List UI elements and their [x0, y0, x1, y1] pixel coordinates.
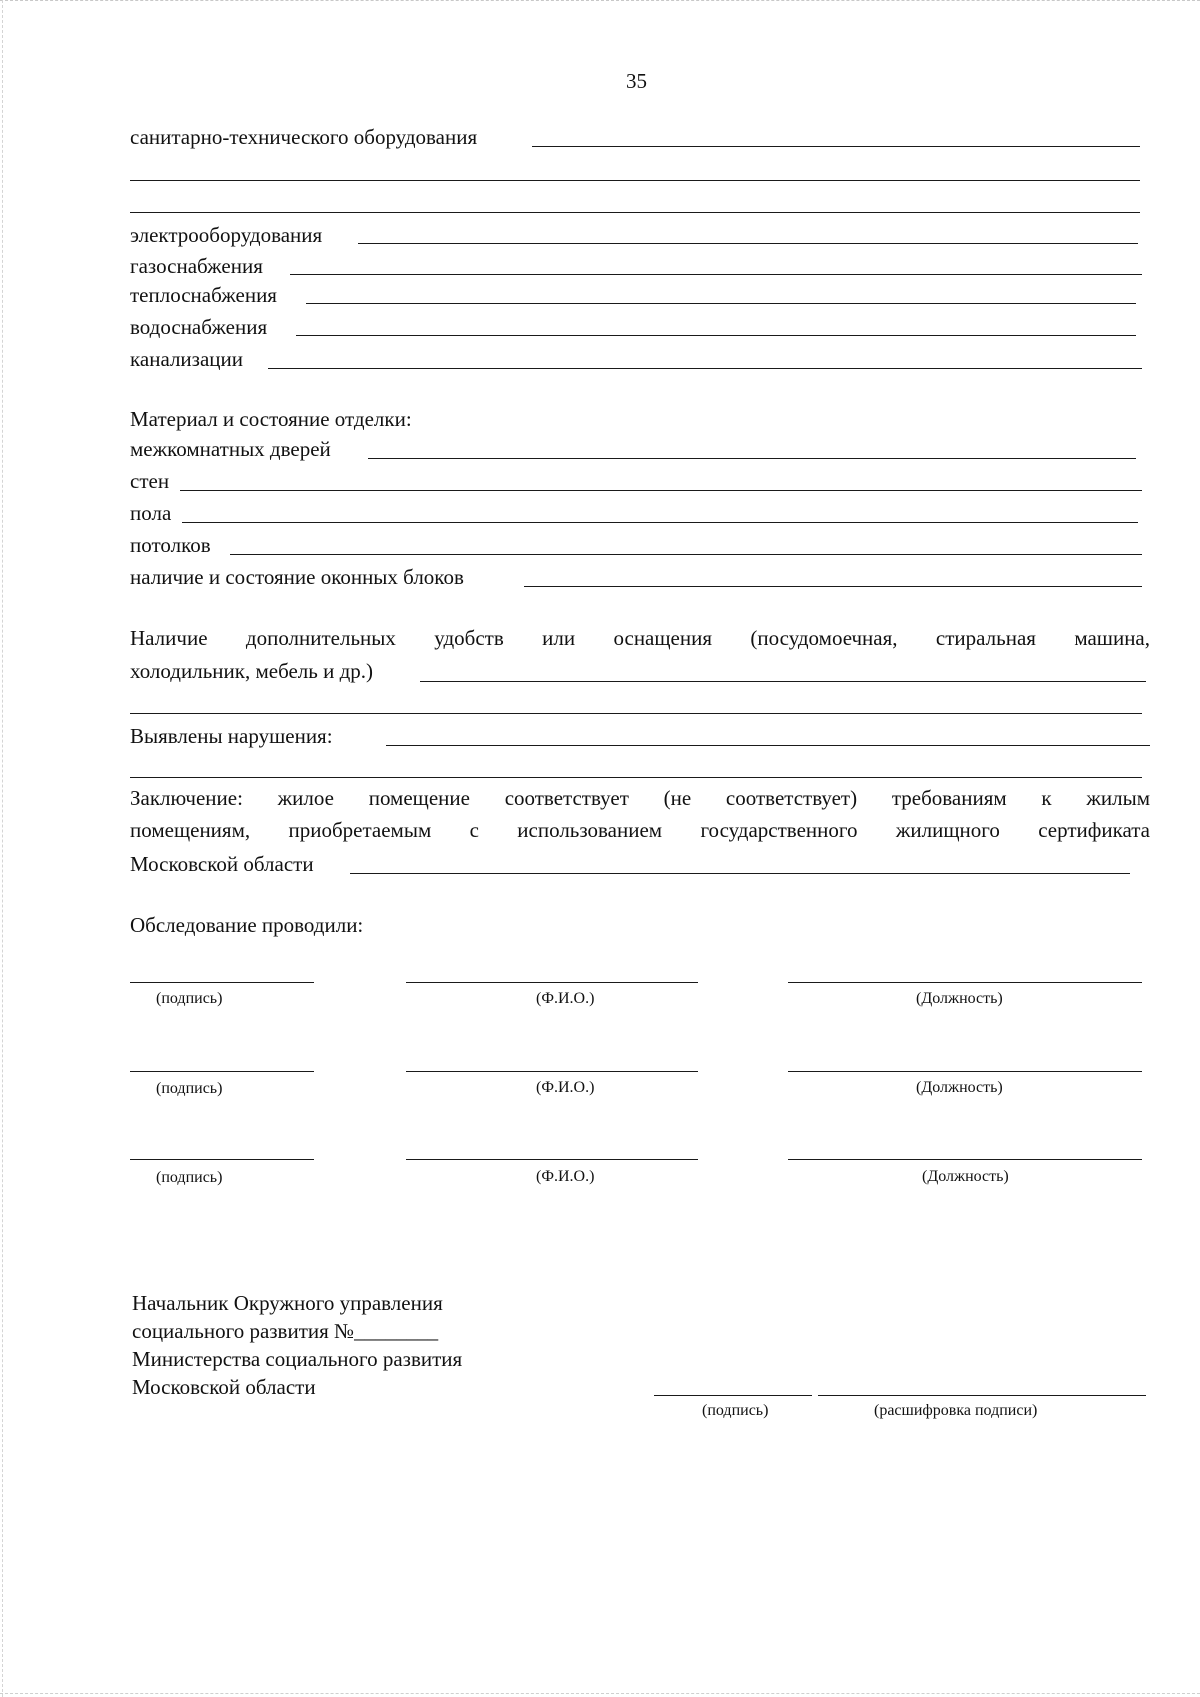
label-window-blocks: наличие и состояние оконных блоков — [130, 565, 464, 589]
scan-edge-top — [0, 0, 1200, 1]
inspector-1-signature-label: (подпись) — [156, 990, 223, 1007]
label-floor: пола — [130, 501, 172, 525]
head-title-line-4: Московской области — [132, 1375, 316, 1399]
conclusion-text-line-2: помещениям, приобретаемым с использованием государственного жилищного сертификата — [130, 818, 1150, 842]
fill-line-window-blocks[interactable] — [524, 586, 1142, 587]
fill-line-floor[interactable] — [182, 522, 1138, 523]
fill-line-sewerage[interactable] — [268, 368, 1142, 369]
inspector-3-signature-label: (подпись) — [156, 1169, 223, 1186]
inspector-1-name-line[interactable] — [406, 982, 698, 983]
label-sanitary-equipment: санитарно-технического оборудования — [130, 125, 478, 149]
inspector-3-name-line[interactable] — [406, 1159, 698, 1160]
head-title-line-1: Начальник Окружного управления — [132, 1291, 443, 1315]
label-heat-supply: теплоснабжения — [130, 283, 277, 307]
inspector-1-position-line[interactable] — [788, 982, 1142, 983]
head-signature-line[interactable] — [654, 1395, 812, 1396]
inspectors-heading: Обследование проводили: — [130, 913, 364, 937]
inspector-2-position-line[interactable] — [788, 1071, 1142, 1072]
fill-line-sanitary-continuation-1[interactable] — [130, 180, 1140, 181]
scan-edge-left — [2, 0, 3, 1697]
fill-line-amenities-continuation[interactable] — [130, 713, 1142, 714]
head-decoding-label: (расшифровка подписи) — [874, 1402, 1038, 1419]
inspector-1-signature-line[interactable] — [130, 982, 314, 983]
fill-line-water-supply[interactable] — [296, 335, 1136, 336]
inspector-2-position-label: (Должность) — [916, 1079, 1003, 1096]
amenities-text-line-1: Наличие дополнительных удобств или оснащения (посудомоечная, стиральная машина, — [130, 626, 1150, 650]
fill-line-sanitary-continuation-2[interactable] — [130, 212, 1140, 213]
inspector-2-name-line[interactable] — [406, 1071, 698, 1072]
inspector-2-signature-label: (подпись) — [156, 1080, 223, 1097]
page-number: 35 — [626, 69, 647, 93]
inspector-3-name-label: (Ф.И.О.) — [536, 1168, 595, 1185]
head-decoding-line[interactable] — [818, 1395, 1146, 1396]
label-sewerage: канализации — [130, 347, 243, 371]
finish-heading: Материал и состояние отделки: — [130, 407, 412, 431]
label-interior-doors: межкомнатных дверей — [130, 437, 331, 461]
label-ceilings: потолков — [130, 533, 211, 557]
inspector-3-signature-line[interactable] — [130, 1159, 314, 1160]
fill-line-ceilings[interactable] — [230, 554, 1142, 555]
fill-line-electrical[interactable] — [358, 243, 1138, 244]
fill-line-violations-continuation[interactable] — [130, 777, 1142, 778]
inspector-2-signature-line[interactable] — [130, 1071, 314, 1072]
head-title-line-2: социального развития №________ — [132, 1319, 439, 1343]
label-gas-supply: газоснабжения — [130, 254, 263, 278]
fill-line-walls[interactable] — [180, 490, 1142, 491]
fill-line-sanitary-equipment[interactable] — [532, 146, 1140, 147]
head-signature-label: (подпись) — [702, 1402, 769, 1419]
inspector-1-name-label: (Ф.И.О.) — [536, 990, 595, 1007]
fill-line-amenities[interactable] — [420, 681, 1146, 682]
fill-line-heat-supply[interactable] — [306, 303, 1136, 304]
label-water-supply: водоснабжения — [130, 315, 268, 339]
scan-edge-bottom — [0, 1693, 1200, 1694]
label-violations: Выявлены нарушения: — [130, 724, 333, 748]
label-walls: стен — [130, 469, 170, 493]
fill-line-interior-doors[interactable] — [368, 458, 1136, 459]
conclusion-text-line-3: Московской области — [130, 852, 314, 876]
fill-line-gas-supply[interactable] — [290, 274, 1142, 275]
head-title-line-3: Министерства социального развития — [132, 1347, 463, 1371]
label-electrical: электрооборудования — [130, 223, 323, 247]
conclusion-text-line-1: Заключение: жилое помещение соответствует (не соответствует) требованиям к жилым — [130, 786, 1150, 810]
inspector-2-name-label: (Ф.И.О.) — [536, 1079, 595, 1096]
amenities-text-line-2: холодильник, мебель и др.) — [130, 659, 374, 683]
inspector-3-position-line[interactable] — [788, 1159, 1142, 1160]
fill-line-violations[interactable] — [386, 745, 1150, 746]
inspector-1-position-label: (Должность) — [916, 990, 1003, 1007]
fill-line-conclusion[interactable] — [350, 873, 1130, 874]
inspector-3-position-label: (Должность) — [922, 1168, 1009, 1185]
